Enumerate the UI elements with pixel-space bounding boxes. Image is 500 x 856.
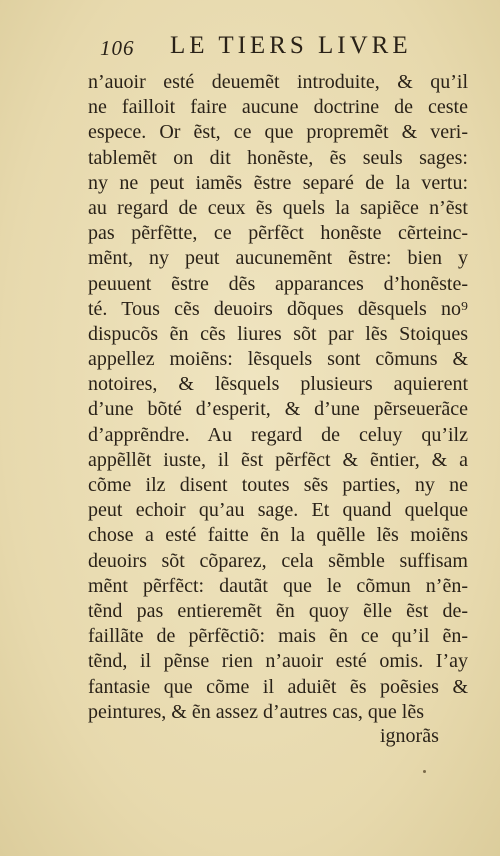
text-line: ny ne peut iamẽs ẽstre separé de la vertu: — [88, 171, 468, 194]
text-line: cõme ilz disent toutes sẽs parties, ny ne — [88, 474, 468, 496]
page-header — [100, 30, 420, 66]
text-line: n’auoir esté deuemẽt introduite, & qu’il — [88, 71, 468, 93]
text-line: mẽnt pẽrfẽct: dautãt que le cõmun n’ẽn- — [88, 574, 468, 597]
body-text — [88, 70, 468, 725]
text-line: tẽnd pas entieremẽt ẽn quoy ẽlle ẽst de- — [88, 599, 468, 622]
text-line: d’apprẽndre. Au regard de celuy qu’ilz — [88, 423, 468, 446]
text-line: pas pẽrfẽtte, ce pẽrfẽct honẽste cẽrteinc- — [88, 222, 468, 245]
text-line: té. Tous cẽs deuoirs dõques dẽsquels no⁹ — [88, 297, 468, 320]
text-line: fantasie que cõme il aduiẽt ẽs poẽsies & — [88, 675, 468, 698]
text-line: ne failloit faire aucune doctrine de ceste — [88, 96, 468, 119]
text-line: peintures, & ẽn assez d’autres cas, que lẽs — [88, 700, 424, 723]
text-line: peuuent ẽstre dẽs apparances d’honẽste- — [88, 272, 468, 295]
text-line: dispucõs ẽn cẽs liures sõt par lẽs Stoiques — [88, 322, 468, 345]
paper-speck — [423, 770, 426, 773]
text-line: au regard de ceux ẽs quels la sapiẽce n’ẽst — [88, 196, 468, 219]
text-line: faillãte de pẽrfẽctiõ: mais ẽn ce qu’il ẽn- — [88, 625, 468, 648]
text-line: tablemẽt on dit honẽste, ẽs seuls sages: — [88, 146, 468, 169]
text-line: peut echoir qu’au sage. Et quand quelque — [88, 499, 468, 522]
text-line: tẽnd, il pẽnse rien n’auoir esté omis. I’ay — [88, 650, 468, 673]
text-line: notoires, & lẽsquels plusieurs aquierent — [88, 373, 468, 396]
catchword: ignorãs — [380, 725, 439, 747]
text-line: d’une bõté d’esperit, & d’une pẽrseuerãce — [88, 398, 468, 421]
text-line: deuoirs sõt cõparez, cela sẽmble suffisam — [88, 549, 468, 572]
text-line: appẽllẽt iuste, il ẽst pẽrfẽct & ẽntier, & a — [88, 448, 468, 471]
text-line: espece. Or ẽst, ce que propremẽt & veri- — [88, 121, 468, 144]
text-line: chose a esté faitte ẽn la quẽlle lẽs moiẽns — [88, 524, 468, 547]
running-title: LE TIERS LIVRE — [170, 32, 412, 59]
page-number: 106 — [100, 36, 135, 60]
text-line: mẽnt, ny peut aucunemẽnt ẽstre: bien y — [88, 247, 468, 270]
text-line: appellez moiẽns: lẽsquels sont cõmuns & — [88, 348, 468, 371]
